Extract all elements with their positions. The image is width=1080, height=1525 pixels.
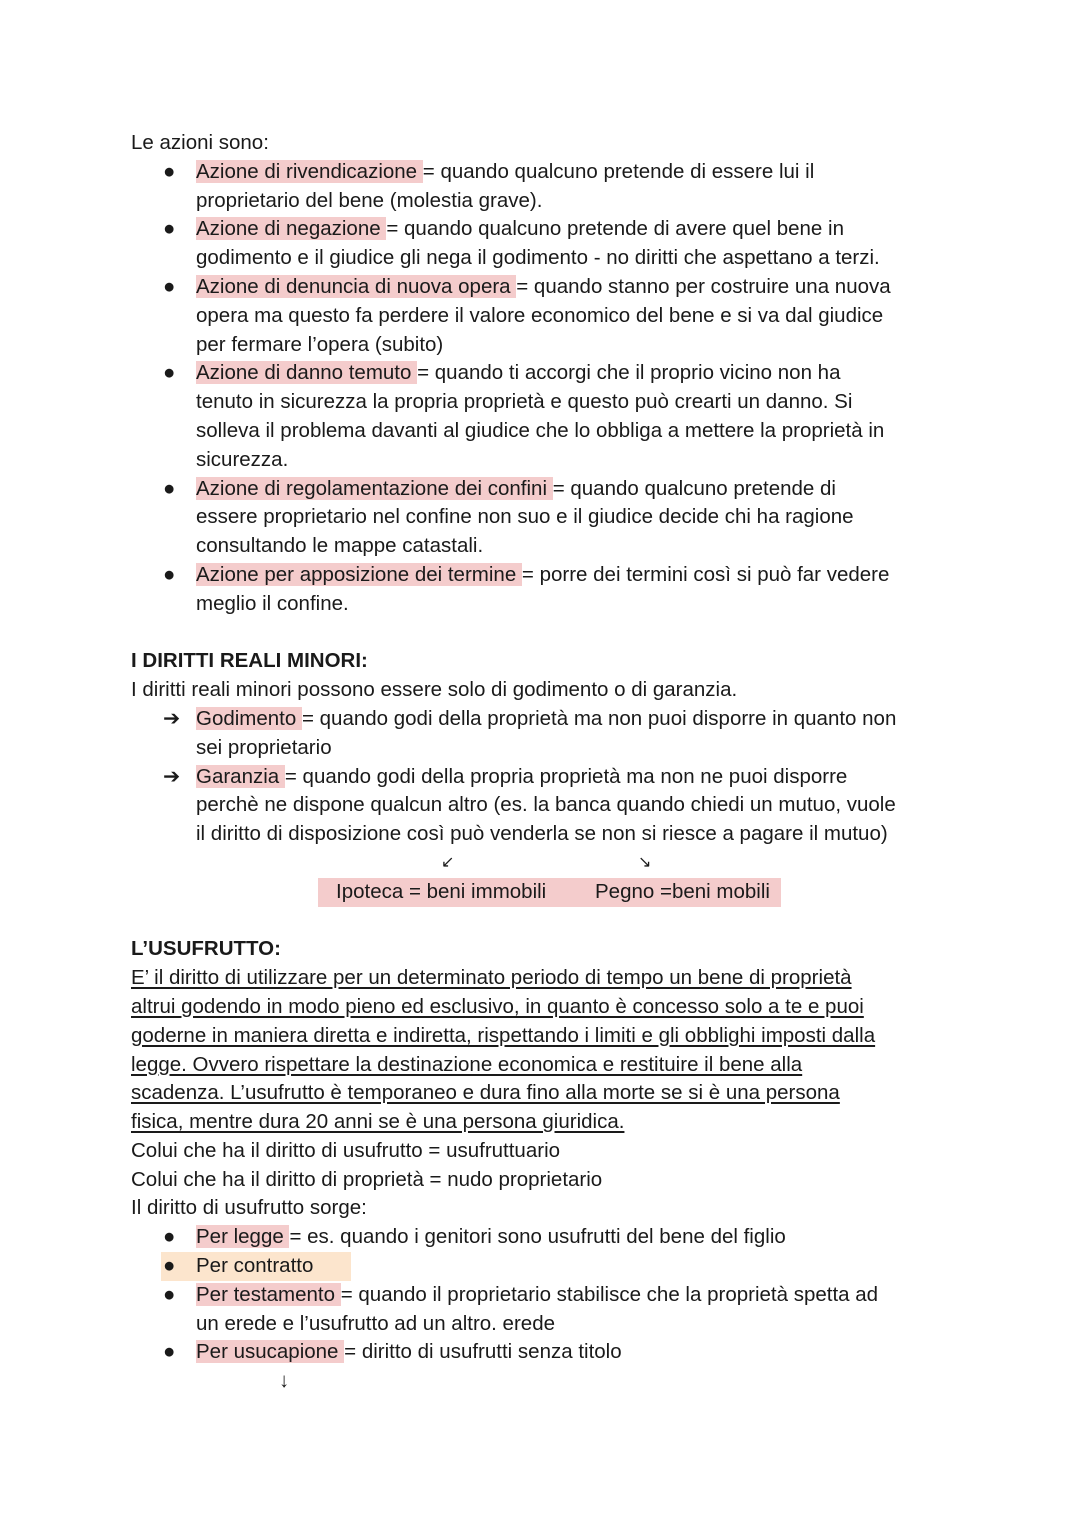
section-title-diritti: I DIRITTI REALI MINORI: — [131, 649, 368, 673]
nudo-proprietario-line: Colui che ha il diritto di proprietà = nudo proprietario — [131, 1167, 603, 1191]
highlight-term: Azione di danno temuto — [196, 361, 418, 385]
list-item: ● Azione di regolamentazione dei confini = quando qualcuno pretende di — [131, 475, 951, 504]
list-item: ● Per legge = es. quando i genitori sono usufrutti del bene del figlio — [131, 1223, 951, 1252]
bullet-icon: ● — [163, 1225, 176, 1249]
actions-list — [131, 158, 951, 619]
arrow-down-icon: ↓ — [279, 1369, 290, 1393]
arrow-right-icon: ➔ — [163, 764, 181, 788]
list-item: ● Azione di denuncia di nuova opera = quando stanno per costruire una nuova — [131, 273, 951, 302]
list-item-continuation: consultando le mappe catastali. — [196, 534, 484, 558]
usufruttuario-line: Colui che ha il diritto di usufrutto = usufruttuario — [131, 1138, 561, 1162]
actions-intro: Le azioni sono: — [131, 131, 269, 154]
list-item: ➔ Garanzia = quando godi della propria proprietà ma non ne puoi disporre — [131, 763, 951, 792]
highlight-term: Per usucapione — [196, 1340, 345, 1364]
list-item-continuation: tenuto in sicurezza la propria proprietà e questo può crearti un danno. Si — [196, 390, 853, 414]
bullet-icon: ● — [163, 1340, 176, 1364]
sorge-line: Il diritto di usufrutto sorge: — [131, 1196, 367, 1220]
list-item: ● Azione di rivendicazione = quando qualcuno pretende di essere lui il — [131, 158, 951, 187]
highlight-term: Azione di negazione — [196, 217, 387, 241]
bullet-icon: ● — [163, 361, 176, 385]
list-item: ● Azione per apposizione dei termine = porre dei termini così si può far vedere — [131, 561, 951, 590]
highlight-term: Azione di regolamentazione dei confini — [196, 476, 553, 500]
highlight-term: Godimento — [196, 706, 302, 730]
bullet-icon: ● — [163, 1282, 176, 1306]
ipoteca-label: Ipoteca = beni immobili — [336, 879, 547, 903]
list-item-continuation: sei proprietario — [196, 735, 332, 759]
bullet-icon: ● — [163, 1254, 176, 1278]
arrow-down-left-icon: ↙ — [441, 853, 455, 871]
highlight-term: Per legge — [196, 1225, 290, 1249]
list-item-continuation: opera ma questo fa perdere il valore economico del bene e si va dal giudice — [196, 303, 884, 327]
bullet-icon: ● — [163, 159, 176, 183]
highlight-term: Per testamento — [196, 1282, 341, 1306]
bullet-icon: ● — [163, 217, 176, 241]
list-item: ● Per testamento = quando il proprietario stabilisce che la proprietà spetta ad — [131, 1281, 951, 1310]
highlight-term: Per contratto — [196, 1254, 314, 1278]
list-item: ● Azione di danno temuto = quando ti accorgi che il proprio vicino non ha — [131, 359, 951, 388]
list-item-continuation: un erede e l’usufrutto ad un altro. erede — [196, 1311, 555, 1335]
list-item: ● Azione di negazione = quando qualcuno pretende di avere quel bene in — [131, 215, 951, 244]
list-item-continuation: meglio il confine. — [196, 591, 349, 615]
list-item-continuation: il diritto di disposizione così può venderla se non si riesce a pagare il mutuo) — [196, 822, 888, 846]
list-item-continuation: godimento e il giudice gli nega il godimento - no diritti che aspettano a terzi. — [196, 246, 880, 270]
highlight-term: Azione di denuncia di nuova opera — [196, 274, 517, 298]
highlight-term: Azione di rivendicazione — [196, 159, 423, 183]
branch-arrows — [131, 849, 951, 878]
list-item-continuation: solleva il problema davanti al giudice che lo obbliga a mettere la proprietà in — [196, 418, 885, 442]
usufrutto-definition: E’ il diritto di utilizzare per un determinato periodo di tempo un bene di proprietà altrui godendo in modo pieno ed esclusivo, in quanto è concesso solo a te e puoi goderne in maniera diretta e indiretta, rispettando i limiti e gli obblighi imposti dalla legge. Ovvero rispettare la destinazione economica e restituire il bene alla scadenza. L’usufrutto è temporaneo e dura fino alla morte se si è una persona fisica, mentre dura 20 anni se è una persona giuridica. — [131, 966, 876, 1134]
highlight-term: Garanzia — [196, 764, 285, 788]
pegno-label: Pegno =beni mobili — [595, 879, 770, 903]
section-intro: I diritti reali minori possono essere solo di godimento o di garanzia. — [131, 678, 738, 702]
highlight-term: Azione per apposizione dei termine — [196, 562, 522, 586]
list-item-continuation: per fermare l’opera (subito) — [196, 332, 444, 356]
guarantee-types — [131, 878, 951, 907]
section-title-usufrutto: L’USUFRUTTO: — [131, 937, 281, 961]
arrow-right-icon: ➔ — [163, 706, 181, 730]
list-item-continuation: perchè ne dispone qualcun altro (es. la banca quando chiedi un mutuo, vuole — [196, 793, 896, 817]
bullet-icon: ● — [163, 274, 176, 298]
bullet-icon: ● — [163, 562, 176, 586]
list-item-continuation: proprietario del bene (molestia grave). — [196, 188, 543, 212]
list-item-continuation: sicurezza. — [196, 447, 289, 471]
document-page — [131, 129, 951, 1396]
list-item: ● Per usucapione = diritto di usufrutti senza titolo — [131, 1338, 951, 1367]
list-item: ➔ Godimento = quando godi della proprietà ma non puoi disporre in quanto non — [131, 705, 951, 734]
list-item-continuation: essere proprietario nel confine non suo e il giudice decide chi ha ragione — [196, 505, 854, 529]
arrow-down-right-icon: ↘ — [638, 853, 652, 871]
bullet-icon: ● — [163, 476, 176, 500]
list-item — [131, 1252, 951, 1281]
